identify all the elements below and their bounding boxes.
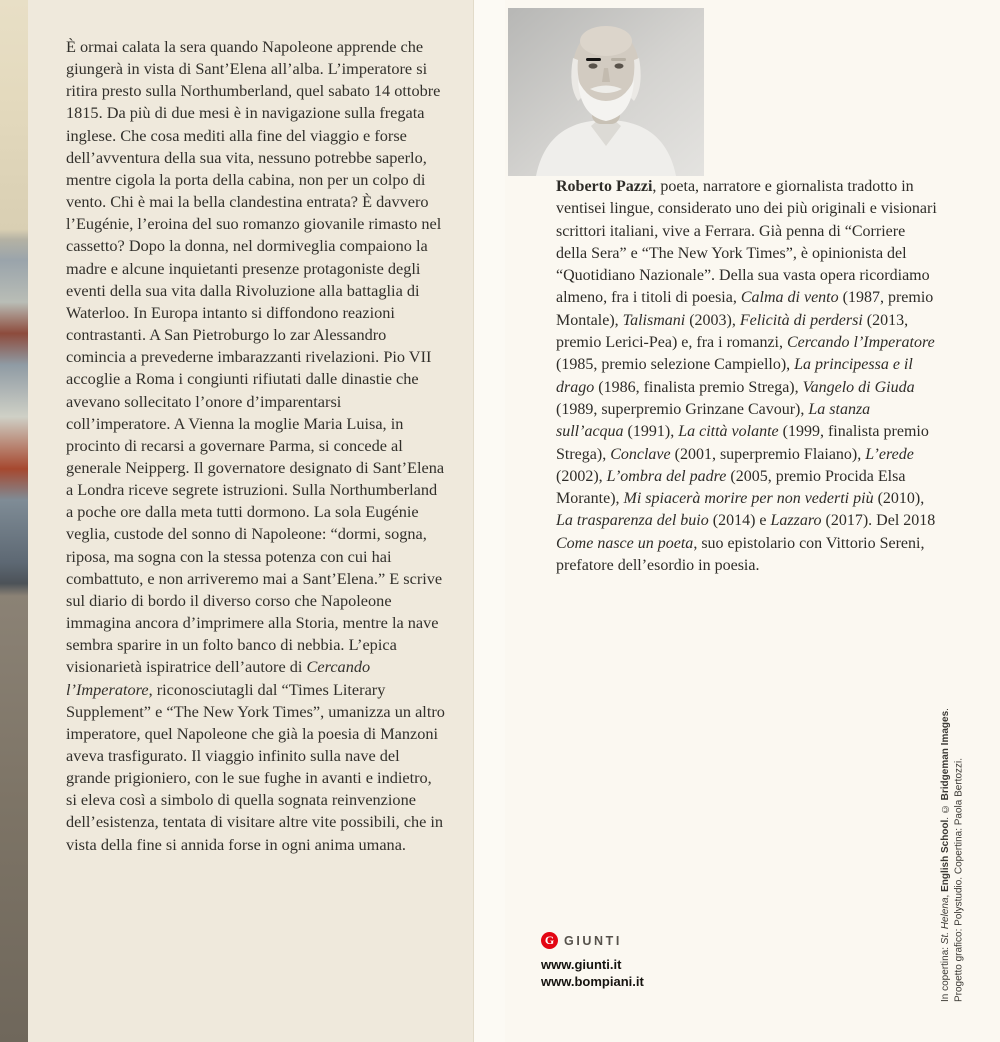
credits-vertical — [939, 700, 966, 1002]
publisher-name: GIUNTI — [564, 933, 622, 948]
publisher-url-bompiani: www.bompiani.it — [541, 974, 644, 989]
credits-line-design: Progetto grafico: Polystudio. Copertina: Paola Bertozzi. — [953, 757, 965, 1002]
publisher-url-giunti: www.giunti.it — [541, 957, 622, 972]
author-bio: Roberto Pazzi, poeta, narratore e giornalista tradotto in ventisei lingue, considerato uno dei più originali e visionari scrittori italiani, vive a Ferrara. Già penna di “Corriere della Sera” e “The New York Times”, è opinionista del “Quotidiano Nazionale”. Della sua vasta opera ricordiamo almeno, fra i titoli di poesia, Calma di vento (1987, premio Montale), Talismani (2003), Felicità di perdersi (2013, premio Lerici-Pea) e, fra i romanzi, Cercando l’Imperatore (1985, premio selezione Campiello), La principessa e il drago (1986, finalista premio Strega), Vangelo di Giuda (1989, superpremio Grinzane Cavour), La stanza sull’acqua (1991), La città volante (1999, finalista premio Strega), Conclave (2001, superpremio Flaiano), L’erede (2002), L’ombra del padre (2005, premio Procida Elsa Morante), Mi spiacerà morire per non vederti più (2010), La trasparenza del buio (2014) e Lazzaro (2017). Del 2018 Come nasce un poeta, suo epistolario con Vittorio Sereni, prefatore dell’esordio in poesia. — [556, 178, 937, 575]
right-flap — [505, 0, 1000, 1042]
author-photo — [508, 8, 704, 176]
synopsis-text: È ormai calata la sera quando Napoleone apprende che giungerà in vista di Sant’Elena all’alba. L’imperatore si ritira presto sulla Northumberland, quel sabato 14 ottobre 1815. Da più di due mesi è in navigazione sulla fregata inglese. Che cosa mediti alla fine del viaggio e forse dell’avventura della sua vita, nessuno potrebbe saperlo, mentre cigola la porta della cabina, non per un colpo di vento. Chi è mai la bella clandestina entrata? È davvero l’Eugénie, l’eroina del suo romanzo giovanile rimasto nel cassetto? Dopo la donna, nel dormiveglia compaiono la madre e alcune inquietanti presenze protagoniste degli eventi della sua vita dalla Rivoluzione alla battaglia di Waterloo. In Europa intanto si diffondono reazioni contrastanti. A San Pietroburgo lo zar Alessandro comincia a prevederne imbarazzanti rivelazioni. Pio VII accoglie a Roma i congiunti rifiutati dalle dinastie che avevano sollecitato l’onore d’imparentarsi coll’imperatore. A Vienna la moglie Maria Luisa, in procinto di recarsi a governare Parma, si concede al generale Neipperg. Il governatore designato di Sant’Elena a Londra riceve segrete istruzioni. Sulla Northumberland a poche ore dalla meta tutti dormono. La sola Eugénie veglia, custode del sonno di Napoleone: “dormi, sogna, riposa, ma sogna con la stessa potenza con cui hai combattuto, e non arriveremo mai a Sant’Elena.” E scrive sul diario di bordo il diverso corso che Napoleone immagina ancora d’imprimere alla Storia, mentre la nave sembra sparire in un folto banco di nebbia. L’epica visionarietà ispiratrice dell’autore di Cercando l’Imperatore, riconosciutagli dal “Times Literary Supplement” e “The New York Times”, umanizza un altro imperatore, quel Napoleone che già la poesia di Manzoni aveva trasfigurato. Il viaggio infinito sulla nave del grande prigioniero, con le sue fughe in avanti e indietro, si eleva così a simbolo di quella sognata reinvenzione dell’esistenza, tentata di visitare altre vite possibili, che in vista della fine si annida forse in ogni anima umana. — [66, 37, 445, 854]
credits-line-cover: In copertina: St. Helena, English School. © Bridgeman Images. — [940, 708, 951, 1002]
giunti-logo-icon: G — [541, 932, 558, 949]
cover-spine-art — [0, 0, 28, 1042]
author-photo-graphic — [508, 8, 704, 176]
giunti-logo — [541, 932, 644, 949]
publisher-block — [541, 932, 644, 990]
left-flap — [28, 0, 474, 1042]
